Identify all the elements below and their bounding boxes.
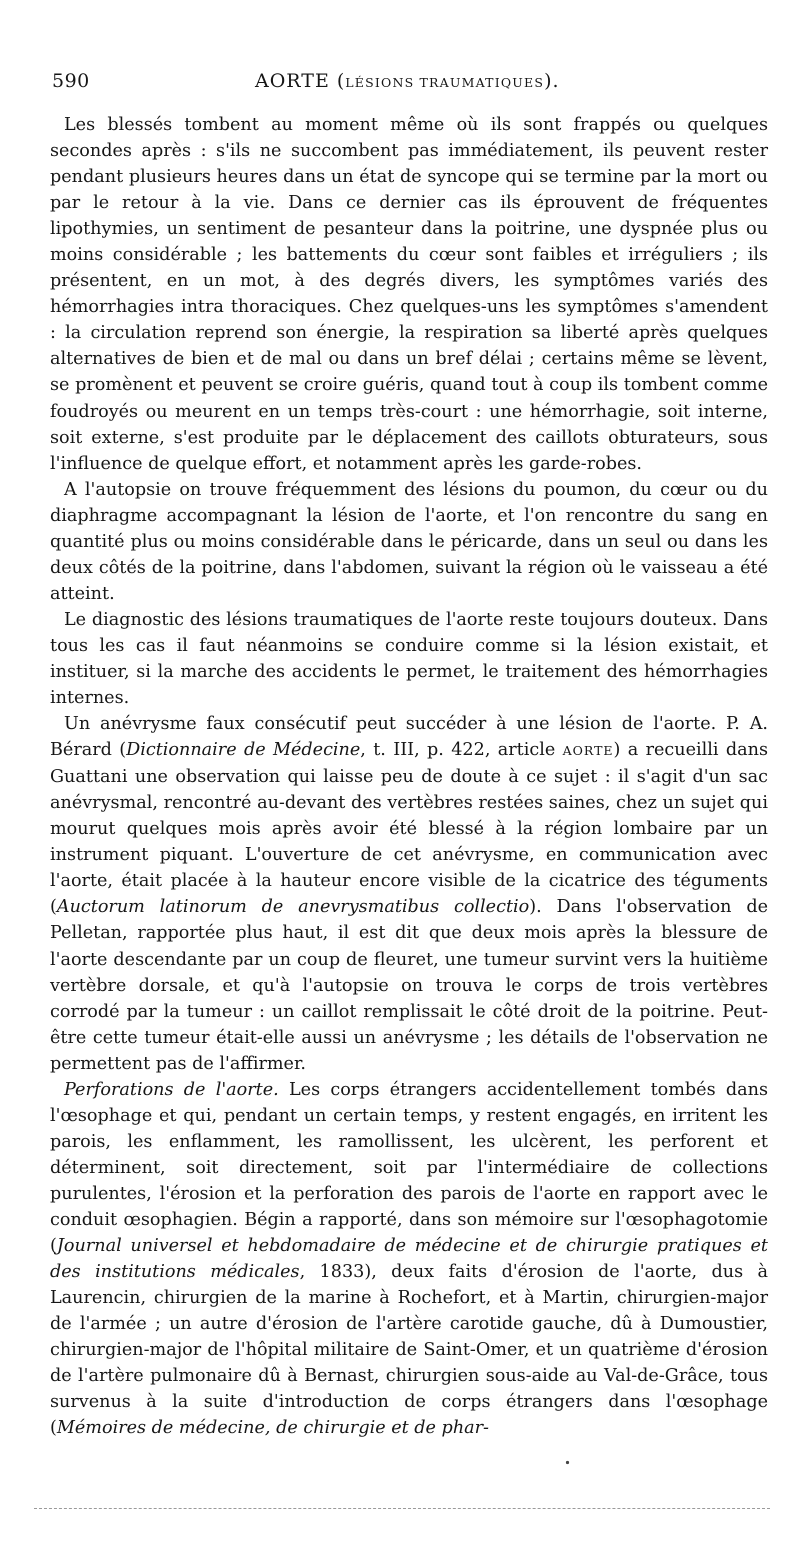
text-run: , t. III, p. 422, article <box>360 740 563 761</box>
paragraph-perforations <box>50 1077 768 1442</box>
paragraph-false-aneurysm <box>50 711 768 1077</box>
paragraph-symptoms: Les blessés tombent au moment même où ils sont frappés ou quelques secondes après : s'ils ne succombent pas immédiatement, ils peuvent rester pendant plusieurs heures dans un état de syncope qui se termine par la mort ou par le retour à la vie. Dans ce dernier cas ils éprouvent de fréquentes lipothymies, un sentiment de pesanteur dans la poitrine, une dyspnée plus ou moins considérable ; les battements du cœur sont faibles et irréguliers ; ils présentent, en un mot, à des degrés divers, les symptômes variés des hémorrhagies intra thoraciques. Chez quelques-uns les symptômes s'amendent : la circulation reprend son énergie, la respiration sa liberté après quelques alternatives de bien et de mal ou dans un bref délai ; certains même se lèvent, se promènent et peuvent se croire guéris, quand tout à coup ils tombent comme foudroyés ou meurent en un temps très-court : une hémorrhagie, soit interne, soit externe, s'est produite par le déplacement des caillots obturateurs, sous l'influence de quelque effort, et notamment après les garde-robes. <box>50 115 768 474</box>
citation-title: Auctorum latinorum de anevrysmatibus collectio <box>56 897 530 918</box>
small-caps-reference: AORTE <box>562 743 614 759</box>
text-run: ). Dans l'observation de Pelletan, rapportée plus haut, il est dit que deux mois après la blessure de l'aorte descendante par un coup de fleuret, une tumeur survint vers la huitième vertèbre dorsale, et qu'à l'autopsie on trouva le corps de trois vertèbres corrodé par la tumeur : un caillot remplissait le côté droit de la poitrine. Peut-être cette tumeur était-elle aussi un anévrysme ; les détails de l'observation ne permettent pas de l'affirmer. <box>50 897 768 1074</box>
running-head-title: AORTE <box>255 70 330 92</box>
citation-title: Mémoires de médecine, de chirurgie et de phar- <box>56 1418 489 1439</box>
running-head <box>255 70 560 92</box>
page-header <box>52 70 767 98</box>
running-head-subtitle: LÉSIONS TRAUMATIQUES <box>345 75 545 90</box>
citation-title: Dictionnaire de Médecine <box>126 740 361 761</box>
text-run: , 1833), deux faits d'érosion de l'aorte, dus à Laurencin, chirurgien de la marine à Rochefort, et à Martin, chirurgien-major de l'armée ; un autre d'érosion de l'artère carotide gauche, dû à Dumoustier, chirurgien-major de l'hôpital militaire de Saint-Omer, et un quatrième d'érosion de l'artère pulmonaire dû à Bernast, chirurgien sous-aide au Val-de-Grâce, tous survenus à la suite d'introduction de corps étrangers dans l'œsophage ( <box>50 1262 768 1439</box>
body-text <box>50 112 768 1441</box>
running-head-close: ). <box>544 70 560 92</box>
citation-title: Journal universel et hebdomadaire de médecine et de chirurgie pratiques et des institutions médicales <box>50 1236 768 1283</box>
text-run: Les corps étrangers accidentellement tombés dans l'œsophage et qui, pendant un certain temps, y restent engagés, en irritent les parois, les enflamment, les ramollissent, les ulcèrent, les perforent et déterminent, soit directement, soit par l'intermédiaire de collections purulentes, l'érosion et la perforation des parois de l'aorte en rapport avec le conduit œsophagien. Bégin a rapporté, dans son mémoire sur l'œsophagotomie ( <box>50 1079 768 1257</box>
section-heading: Perforations de l'aorte. <box>64 1079 279 1100</box>
running-head-open: ( <box>329 70 346 92</box>
paragraph-autopsy: A l'autopsie on trouve fréquemment des lésions du poumon, du cœur ou du diaphragme accompagnant la lésion de l'aorte, et l'on rencontre du sang en quantité plus ou moins considérable dans le péricarde, dans un seul ou dans les deux côtés de la poitrine, dans l'abdomen, suivant la région où le vaisseau a été atteint. <box>50 479 768 604</box>
page-bottom-rule <box>34 1508 770 1509</box>
ink-speck <box>565 1460 570 1465</box>
text-run: ) a recueilli dans Guattani une observation qui laisse peu de doute à ce sujet : il s'agit d'un sac anévrysmal, rencontré au-devant des vertèbres restées saines, chez un sujet qui mourut quelques mois après avoir été blessé à la région lombaire par un instrument piquant. L'ouverture de cet anévrysme, en communication avec l'aorte, était placée à la hauteur encore visible de la cicatrice des téguments ( <box>50 740 768 918</box>
paragraph-diagnosis: Le diagnostic des lésions traumatiques de l'aorte reste toujours douteux. Dans tous les cas il faut néanmoins se conduire comme si la lésion existait, et instituer, si la marche des accidents le permet, le traitement des hémorrhagies internes. <box>50 609 768 709</box>
text-run: Un anévrysme faux consécutif peut succéder à une lésion de l'aorte. P. A. Bérard ( <box>50 714 768 761</box>
page-number: 590 <box>52 70 90 92</box>
